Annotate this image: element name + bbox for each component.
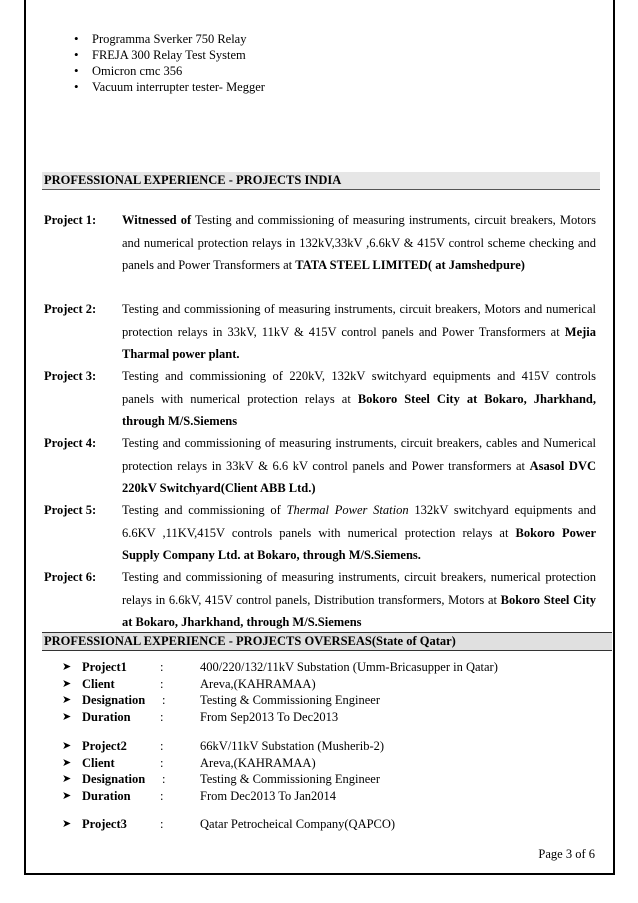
project-3 (42, 369, 596, 433)
arrow-bullet-icon: ➤ (62, 789, 72, 802)
list-item: • Programma Sverker 750 Relay (74, 31, 265, 47)
project-4 (42, 436, 596, 500)
section-heading-india: PROFESSIONAL EXPERIENCE - PROJECTS INDIA (42, 172, 600, 190)
project-description: Testing and commissioning of measuring instruments, circuit breakers, numerical protection relays in 6.6kV, 415V control panels, Distribution transformers, Motors at Bokoro Steel City at Bokaro, Jharkhand, through M/S.Siemens (122, 570, 596, 629)
arrow-bullet-icon: ➤ (62, 661, 72, 673)
equipment-list (74, 31, 265, 95)
section-heading-overseas: PROFESSIONAL EXPERIENCE - PROJECTS OVERSEAS(State of Qatar) (42, 632, 612, 651)
page-number: Page 3 of 6 (538, 847, 595, 861)
project-label: Project 2: (44, 302, 97, 316)
arrow-bullet-icon: ➤ (62, 756, 72, 769)
project-label: Project 3: (44, 369, 97, 383)
project-description: Testing and commissioning of Thermal Power Station 132kV switchyard equipments and 6.6KV ,11KV,415V controls panels with numerical protection relays at Bokoro Power Supply Company Ltd. at Bokaro, through M/S.Siemens. (122, 503, 597, 562)
arrow-bullet-icon: ➤ (62, 677, 72, 690)
project-description: Testing and commissioning of 220kV, 132kV switchyard equipments and 415V controls panels with numerical protection relays at Bokoro Steel City at Bokaro, Jharkhand, through M/S.Siemens (122, 369, 596, 428)
project-label: Project 4: (44, 436, 97, 450)
arrow-bullet-icon: ➤ (62, 818, 72, 830)
arrow-bullet-icon: ➤ (62, 694, 72, 706)
project-5 (42, 503, 596, 567)
project-6 (42, 570, 596, 634)
project-description: Witnessed of Testing and commissioning of measuring instruments, circuit breakers, Motors and numerical protection relays in 132kV,33kV ,6.6kV & 415V control scheme checking and panels and Power Transformers at TATA STEEL LIMITED( at Jamshedpure) (122, 213, 596, 272)
arrow-bullet-icon: ➤ (62, 773, 72, 785)
project-label: Project 6: (44, 570, 97, 584)
arrow-bullet-icon: ➤ (62, 710, 72, 723)
list-item: • FREJA 300 Relay Test System (74, 47, 265, 63)
list-item: • Vacuum interrupter tester- Megger (74, 79, 265, 95)
project-description: Testing and commissioning of measuring instruments, circuit breakers, Motors and numerical protection relays in 33kV, 11kV & 415V control panels and Power Transformers at Mejia Tharmal power plant. (122, 302, 596, 361)
project-2 (42, 302, 596, 366)
arrow-bullet-icon: ➤ (62, 740, 72, 752)
project-description: Testing and commissioning of measuring instruments, circuit breakers, cables and Numerical protection relays in 33kV & 6.6 kV control panels and Power transformers at Asasol DVC 220kV Switchyard(Client ABB Ltd.) (122, 436, 597, 495)
list-item: • Omicron cmc 356 (74, 63, 265, 79)
project-1 (42, 213, 596, 277)
project-label: Project 5: (44, 503, 97, 517)
project-label: Project 1: (44, 213, 97, 227)
